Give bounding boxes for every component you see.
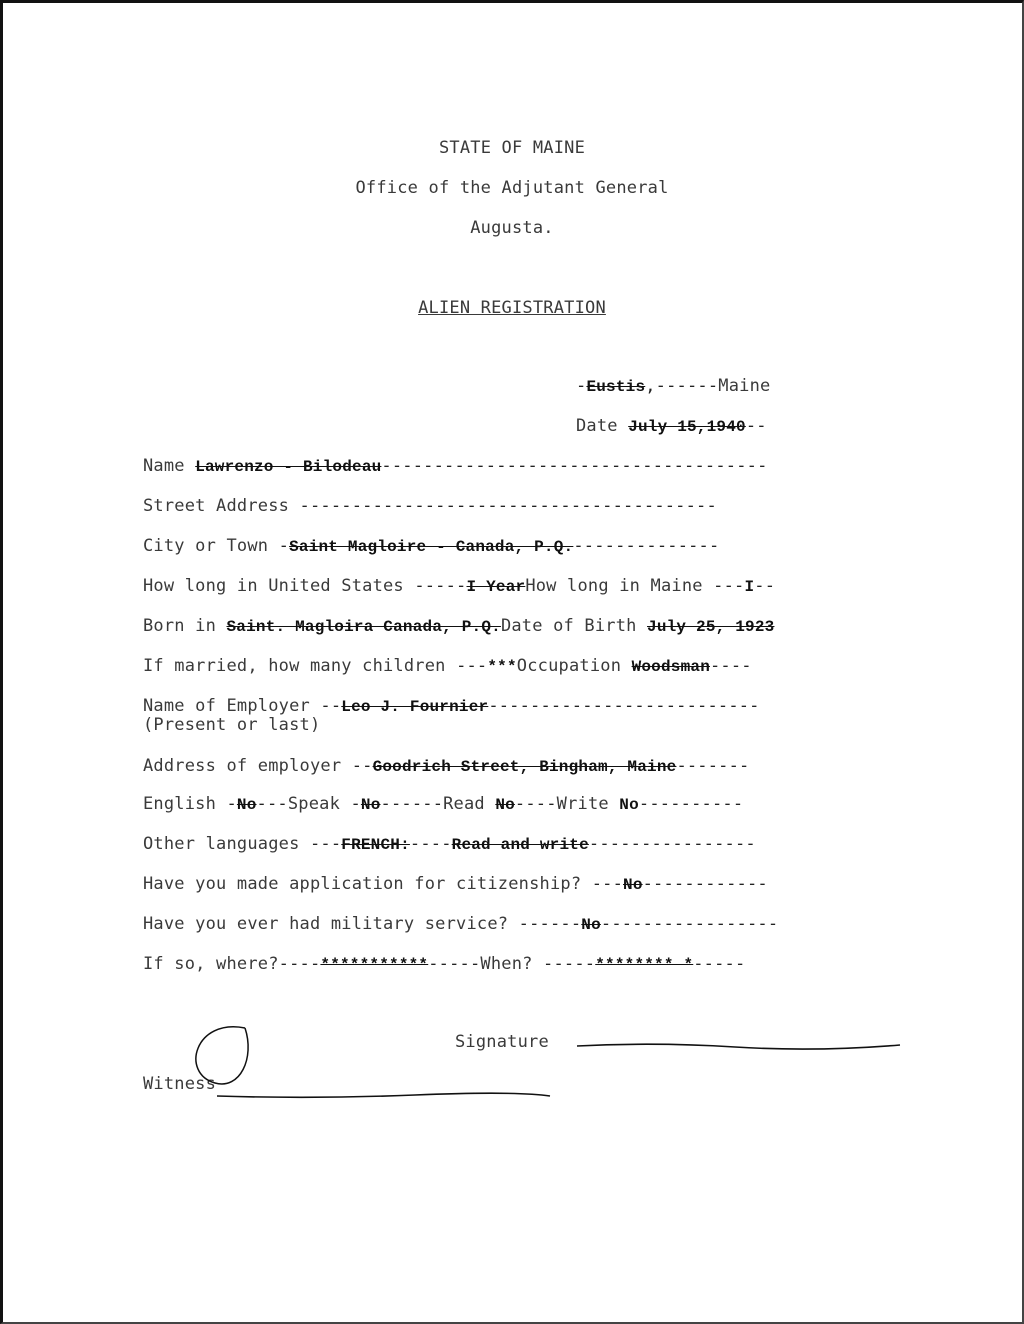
employer-sublabel: (Present or last) — [143, 715, 321, 735]
other-languages-detail: Read and write — [451, 836, 589, 854]
english-line: English -No---Speak -No------Read No----Write No---------- — [143, 794, 744, 814]
born-line — [143, 616, 774, 637]
date-label: Date — [576, 416, 618, 436]
born-value: Saint. Magloira Canada, P.Q. — [226, 618, 501, 636]
citizenship-label: Have you made application for citizenship? — [143, 874, 582, 894]
occupation-label: Occupation — [516, 656, 622, 676]
how-long-maine-value: I — [744, 578, 755, 596]
citizenship-value: No — [623, 876, 643, 894]
street-line: Street Address ---------------------------------------- — [143, 496, 717, 516]
citizenship-line: Have you made application for citizenship? ---No------------ — [143, 874, 768, 894]
english-label: English — [143, 794, 217, 814]
witness-loop-icon — [185, 1018, 285, 1098]
name-value: Lawrenzo - Bilodeau — [195, 458, 382, 476]
city-value: Saint Magloire - Canada, P.Q. — [289, 538, 574, 556]
read-value: No — [495, 796, 515, 814]
city-line: City or Town -Saint Magloire - Canada, P.Q.-------------- — [143, 536, 720, 556]
born-label: Born in — [143, 616, 217, 636]
location-line: -Eustis,------Maine — [576, 376, 771, 396]
witness-underline-icon — [215, 1090, 555, 1102]
location-state: Maine — [718, 376, 771, 396]
when-value: ******** * — [595, 956, 694, 974]
name-line: Name Lawrenzo - Bilodeau------------------------------------- — [143, 456, 768, 476]
where-line: If so, where?----***********-----When? -----******** *----- — [143, 954, 746, 974]
signature-underline-icon — [575, 1040, 905, 1052]
street-label: Street Address — [143, 496, 290, 516]
military-value: No — [581, 916, 601, 934]
read-label: Read — [443, 794, 485, 814]
location-town: Eustis — [586, 378, 646, 396]
speak-label: Speak — [287, 794, 341, 814]
write-label: Write — [556, 794, 609, 814]
employer-line: Name of Employer --Leo J. Fournier-------------------------- — [143, 696, 760, 716]
witness-label: Witness — [143, 1074, 217, 1094]
write-value: No — [619, 796, 639, 814]
how-long-us-value: I Year — [466, 578, 526, 596]
date-line: Date July 15,1940-- — [576, 416, 767, 436]
employer-address-value: Goodrich Street, Bingham, Maine — [372, 758, 677, 776]
where-label: If so, where? — [143, 954, 279, 974]
signature-label: Signature — [455, 1032, 549, 1052]
how-long-maine-label: How long in Maine — [525, 576, 703, 596]
occupation-value: Woodsman — [631, 658, 710, 676]
form-title: ALIEN REGISTRATION — [418, 298, 606, 318]
children-line: If married, how many children ---***Occupation Woodsman---- — [143, 656, 752, 676]
employer-address-line: Address of employer --Goodrich Street, Bingham, Maine------- — [143, 756, 750, 776]
header-city: Augusta. — [470, 218, 554, 238]
military-label: Have you ever had military service? — [143, 914, 509, 934]
when-label: When? — [480, 954, 533, 974]
employer-value: Leo J. Fournier — [341, 698, 489, 716]
city-label: City or Town — [143, 536, 269, 556]
other-languages-line: Other languages ---FRENCH:----Read and write---------------- — [143, 834, 756, 854]
dob-value: July 25, 1923 — [647, 618, 775, 636]
military-line: Have you ever had military service? ------No----------------- — [143, 914, 779, 934]
how-long-us-label: How long in United States — [143, 576, 404, 596]
other-languages-value: FRENCH: — [341, 836, 410, 854]
header-office: Office of the Adjutant General — [355, 178, 669, 198]
employer-label: Name of Employer — [143, 696, 310, 716]
name-label: Name — [143, 456, 185, 476]
other-languages-label: Other languages — [143, 834, 300, 854]
how-long-line: How long in United States -----I YearHow long in Maine ---I-- — [143, 576, 776, 596]
dob-label: Date of Birth — [500, 616, 637, 636]
speak-value: No — [360, 796, 381, 814]
english-value: No — [236, 796, 257, 814]
employer-address-label: Address of employer — [143, 756, 342, 776]
children-value: *** — [487, 658, 517, 676]
children-label: If married, how many children — [143, 656, 446, 676]
where-value: *********** — [320, 956, 429, 974]
date-value: July 15,1940 — [628, 418, 746, 436]
header-state: STATE OF MAINE — [438, 138, 586, 158]
